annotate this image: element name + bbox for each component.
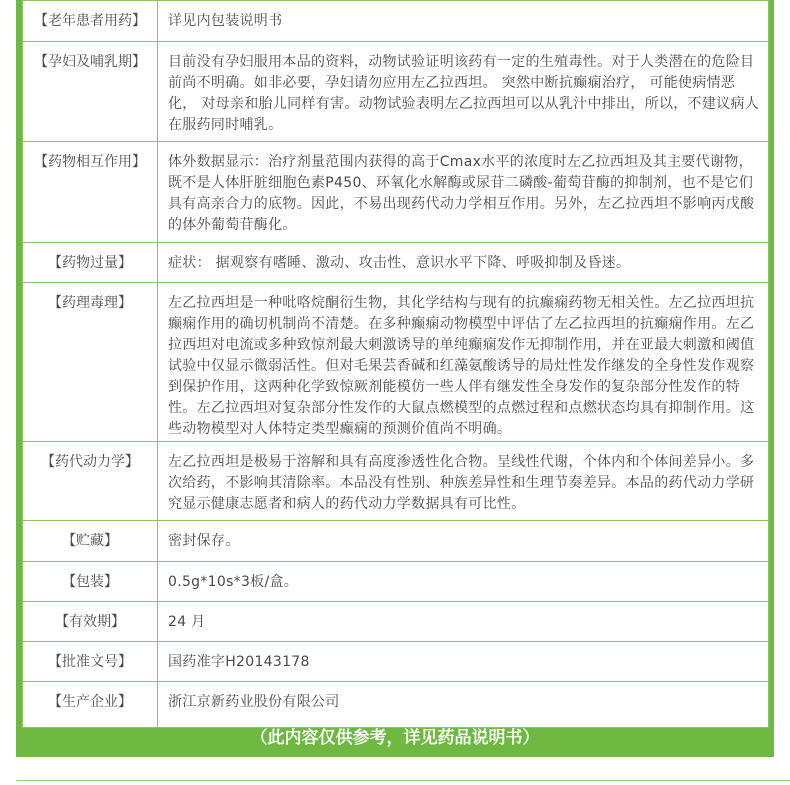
row-value: 0.5g*10s*3板/盒。: [158, 562, 769, 602]
row-label: 【药物过量】: [23, 243, 158, 283]
row-label: 【老年患者用药】: [23, 1, 158, 42]
row-label: 【药代动力学】: [23, 442, 158, 521]
row-label: 【批准文号】: [23, 642, 158, 682]
info-frame: [16, 0, 774, 757]
row-value: 症状： 据观察有嗜睡、激动、攻击性、意识水平下降、呼吸抑制及昏迷。: [158, 243, 769, 283]
row-value: 密封保存。: [158, 521, 769, 562]
table-row: [23, 442, 769, 521]
table-row: [23, 682, 769, 728]
table-row: [23, 42, 769, 142]
row-label: 【贮藏】: [23, 521, 158, 562]
row-value: 浙江京新药业股份有限公司: [158, 682, 769, 728]
row-value: 左乙拉西坦是极易于溶解和具有高度渗透性化合物。呈线性代谢，个体内和个体间差异小。多次给药，不影响其清除率。本品没有性别、种族差异性和生理节奏差异。本品的药代动力学研究显示健康志愿者和病人的药代动力学数据具有可比性。: [158, 442, 769, 521]
divider: [16, 780, 790, 781]
row-value: 24 月: [158, 602, 769, 642]
table-row: [23, 1, 769, 42]
row-label: 【有效期】: [23, 602, 158, 642]
drug-info-table: [22, 0, 769, 728]
row-label: 【包装】: [23, 562, 158, 602]
row-value: 国药准字H20143178: [158, 642, 769, 682]
row-label: 【生产企业】: [23, 682, 158, 728]
row-value: 详见内包装说明书: [158, 1, 769, 42]
table-row: [23, 243, 769, 283]
table-row: [23, 142, 769, 243]
table-row: [23, 283, 769, 442]
row-label: 【药物相互作用】: [23, 142, 158, 243]
row-value: 体外数据显示：治疗剂量范围内获得的高于Cmax水平的浓度时左乙拉西坦及其主要代谢物，既不是人体肝脏细胞色素P450、环氧化水解酶或尿苷二磷酸-葡萄苷酶的抑制剂，也不是它们具有高亲合力的底物。因此，不易出现药代动力学相互作用。另外，左乙拉西坦不影响丙戊酸的体外葡萄苷酶化。: [158, 142, 769, 243]
row-value: 左乙拉西坦是一种吡咯烷酮衍生物，其化学结构与现有的抗癫痫药物无相关性。左乙拉西坦抗癫痫作用的确切机制尚不清楚。在多种癫痫动物模型中评估了左乙拉西坦的抗癫痫作用。左乙拉西坦对电流或多种致惊剂最大刺激诱导的单纯癫痫发作无抑制作用，并在亚最大刺激和阈值试验中仅显示微弱活性。但对毛果芸香碱和红藻氨酸诱导的局灶性发作继发的全身性发作观察到保护作用，这两种化学致惊厥剂能模仿一些人伴有继发性全身发作的复杂部分性发作的特性。左乙拉西坦对复杂部分性发作的大鼠点燃模型的点燃过程和点燃状态均具有抑制作用。这些动物模型对人体特定类型癫痫的预测价值尚不明确。: [158, 283, 769, 442]
row-label: 【孕妇及哺乳期】: [23, 42, 158, 142]
row-value: 目前没有孕妇服用本品的资料，动物试验证明该药有一定的生殖毒性。对于人类潜在的危险目前尚不明确。如非必要，孕妇请勿应用左乙拉西坦。 突然中断抗癫痫治疗， 可能使病情恶化， 对母亲和胎儿同样有害。动物试验表明左乙拉西坦可以从乳汁中排出，所以，不建议病人在服药同时哺乳。: [158, 42, 769, 142]
table-row: [23, 602, 769, 642]
table-row: [23, 562, 769, 602]
disclaimer-text: （此内容仅供参考，详见药品说明书）: [250, 728, 540, 748]
table-row: [23, 642, 769, 682]
row-label: 【药理毒理】: [23, 283, 158, 442]
table-row: [23, 521, 769, 562]
